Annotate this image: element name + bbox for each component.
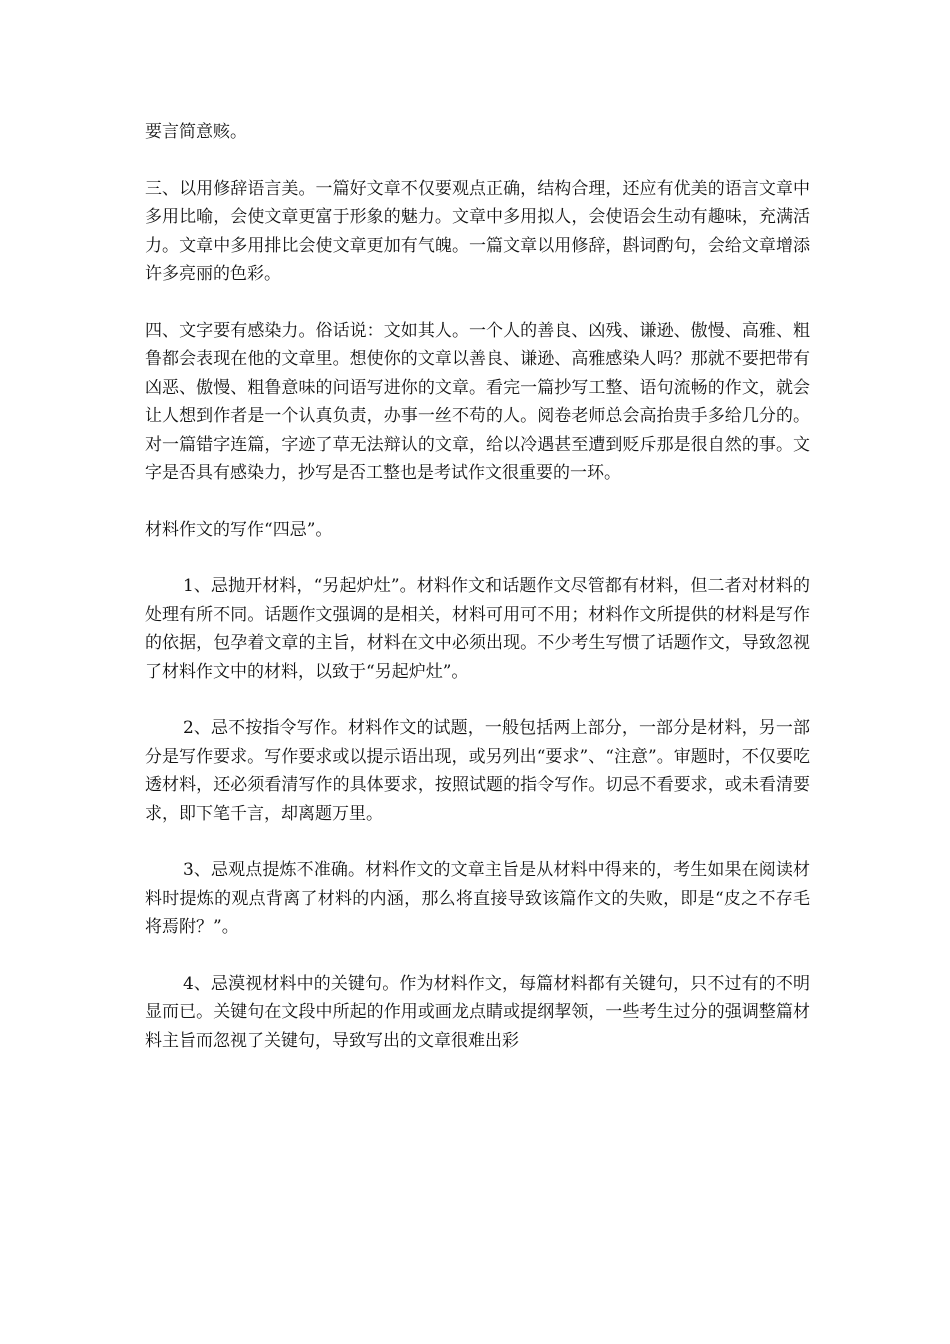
list-item-taboo-3: 3、忌观点提炼不准确。材料作文的文章主旨是从材料中得来的，考生如果在阅读材料时提炼的观点背离了材料的内涵，那么将直接导致该篇作文的失败，即是“皮之不存毛将焉附？”。 [145, 860, 810, 937]
paragraph-gap [145, 686, 810, 714]
section-heading-four-taboos: 材料作文的写作“四忌”。 [145, 519, 333, 540]
paragraph-gap [145, 289, 810, 317]
list-item-taboo-1: 1、忌抛开材料，“另起炉灶”。材料作文和话题作文尽管都有材料，但二者对材料的处理有所不同。话题作文强调的是相关，材料可用可不用；材料作文所提供的材料是写作的依据，包孕着文章的主旨，材料在文中必须出现。不少考生写惯了话题作文，导致忽视了材料作文中的材料，以致于“另起炉灶”。 [145, 576, 810, 682]
document-body [145, 118, 810, 1055]
paragraph-gap [145, 544, 810, 572]
paragraph-rhetoric: 三、以用修辞语言美。一篇好文章不仅要观点正确，结构合理，还应有优美的语言文章中多用比喻，会使文章更富于形象的魅力。文章中多用拟人，会使语会生动有趣味，充满活力。文章中多用排比会使文章更加有气魄。一篇文章以用修辞，斟词酌句，会给文章增添许多亮丽的色彩。 [145, 178, 810, 284]
list-item-taboo-4: 4、忌漠视材料中的关键句。作为材料作文，每篇材料都有关键句，只不过有的不明显而已。关键句在文段中所起的作用或画龙点睛或提纲挈领，一些考生过分的强调整篇材料主旨而忽视了关键句，导致写出的文章很难出彩 [145, 973, 810, 1051]
paragraph-gap [145, 147, 810, 175]
paragraph-expressiveness: 四、文字要有感染力。俗话说：文如其人。一个人的善良、凶残、谦逊、傲慢、高雅、粗鲁都会表现在他的文章里。想使你的文章以善良、谦逊、高雅感染人吗？那就不要把带有凶恶、傲慢、粗鲁意味的问语写进你的文章。看完一篇抄写工整、语句流畅的作文，就会让人想到作者是一个认真负责，办事一丝不苟的人。阅卷老师总会高抬贵手多给几分的。对一篇错字连篇，字迹了草无法辩认的文章，给以冷遇甚至遭到贬斥那是很自然的事。文字是否具有感染力，抄写是否工整也是考试作文很重要的一环。 [145, 320, 810, 483]
paragraph-continuation: 要言简意赅。 [145, 122, 247, 142]
paragraph-gap [145, 942, 810, 970]
list-item-taboo-2: 2、忌不按指令写作。材料作文的试题，一般包括两上部分，一部分是材料，另一部分是写作要求。写作要求或以提示语出现，或另列出“要求”、“注意”。审题时，不仅要吃透材料，还必须看清写作的具体要求，按照试题的指令写作。切忌不看要求，或未看清要求，即下笔千言，却离题万里。 [145, 718, 810, 824]
paragraph-gap [145, 488, 810, 516]
paragraph-gap [145, 828, 810, 856]
